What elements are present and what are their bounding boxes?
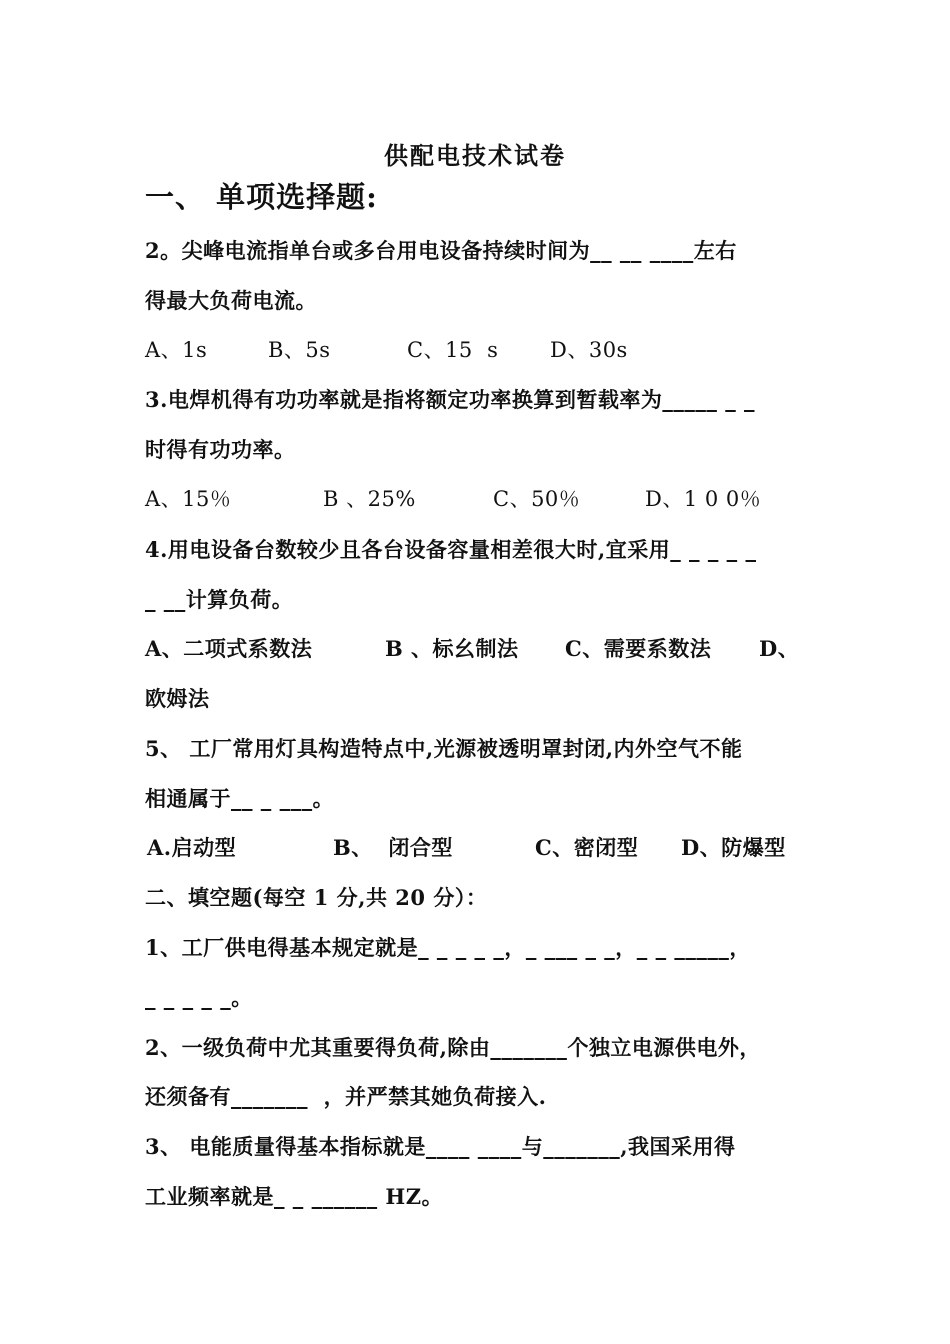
option-c: C、密闭型	[535, 835, 639, 860]
fill-1-line-1: 1、工厂供电得基本规定就是_ _ _ _ _，_ ___ _ _，_ _ _____，	[145, 935, 751, 960]
question-2-line-1: 2。尖峰电流指单台或多台用电设备持续时间为__ __ ____左右	[145, 238, 737, 263]
question-3-line-2: 时得有功功率。	[145, 437, 296, 462]
option-d: D、30s	[550, 338, 628, 362]
fill-3-line-1: 3、 电能质量得基本指标就是____ ____与_______,我国采用得	[145, 1134, 736, 1159]
option-b: B 、标幺制法	[385, 636, 519, 661]
page-title: 供配电技术试卷	[384, 141, 566, 170]
question-3-line-1: 3.电焊机得有功功率就是指将额定功率换算到暂载率为_____ _ _	[145, 387, 756, 412]
fill-2-line-2: 还须备有_______ ，并严禁其她负荷接入.	[145, 1084, 547, 1109]
option-c: C、需要系数法	[565, 636, 712, 661]
option-b: B、5s	[268, 338, 331, 362]
option-b: B 、25%	[323, 487, 416, 511]
option-a: A、二项式系数法	[145, 636, 313, 661]
section-heading-choice: 一、 单项选择题:	[145, 180, 378, 214]
option-d: D、	[759, 636, 800, 661]
option-a: A、1s	[145, 338, 208, 362]
question-5-line-2: 相通属于__ _ ___。	[145, 786, 335, 811]
question-4-line-2: _ __计算负荷。	[145, 587, 294, 612]
fill-1-line-2: _ _ _ _ _。	[145, 985, 253, 1010]
option-a: A、15％	[145, 487, 232, 511]
option-a: A.启动型	[147, 835, 237, 860]
option-d: D、防爆型	[681, 835, 786, 860]
fill-2-line-1: 2、一级负荷中尤其重要得负荷,除由_______个独立电源供电外，	[145, 1035, 761, 1060]
section-heading-fill: 二、填空题(每空 1 分,共 20 分）：	[145, 885, 488, 910]
fill-3-line-2: 工业频率就是_ _ ______ HZ。	[145, 1184, 444, 1209]
question-4-line-1: 4.用电设备台数较少且各台设备容量相差很大时,宜采用_ _ _ _ _	[145, 537, 757, 562]
option-b: B、 闭合型	[333, 835, 453, 860]
question-5-line-1: 5、 工厂常用灯具构造特点中,光源被透明罩封闭,内外空气不能	[145, 736, 743, 761]
option-c: C、50％	[493, 487, 581, 511]
option-d: D、1 0 0％	[645, 487, 762, 511]
question-4-line-3: 欧姆法	[145, 686, 210, 711]
question-2-line-2: 得最大负荷电流。	[145, 288, 317, 313]
option-c: C、15 s	[407, 338, 499, 362]
